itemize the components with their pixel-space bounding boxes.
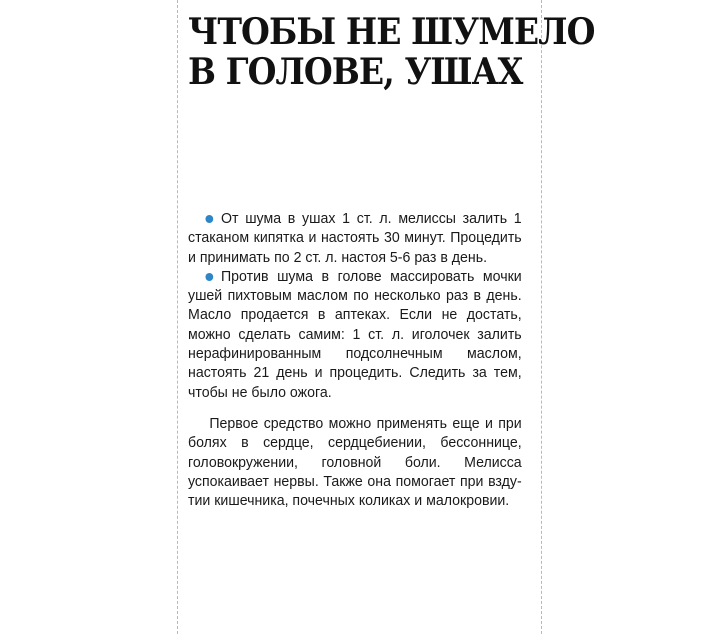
bullet-icon — [205, 215, 213, 223]
headline-line-2: В ГОЛОВЕ, УШАХ — [188, 51, 523, 93]
paragraph-usage-notes: Первое средство можно применять еще и при болях в сердце, сердцебиении, бессоннице, головокружении, головной боли. Мелисса успокаивает нервы. Также она помогает при вздутии кишечника, почечных коликах и малокровии. — [188, 415, 522, 510]
headline-line-1: ЧТОБЫ НЕ ШУМЕЛО — [188, 11, 595, 53]
paragraph-ear-noise-text: От шума в ушах 1 ст. л. мелиссы залить 1 стаканом кипятка и настоять 30 минут. Процедить и принимать по 2 ст. л. настоя 5-6 раз в день. — [188, 211, 522, 266]
column-divider-left — [177, 0, 178, 634]
article-headline — [188, 11, 595, 93]
paragraph-head-noise-text: Против шума в голове массировать мочки ушей пихтовым маслом по несколько раз в день. Масло продается в аптеках. Если не достать, можно сделать самим: 1 ст. л. иголочек залить нерафинированным подсолнечным маслом, настоять 21 день и процедить. Следить за тем, чтобы не было ожога. — [188, 268, 522, 401]
column-divider-right — [541, 0, 542, 634]
article-body — [188, 210, 522, 511]
paragraph-head-noise — [188, 268, 522, 403]
paragraph-ear-noise — [188, 210, 522, 268]
bullet-icon — [205, 273, 213, 281]
